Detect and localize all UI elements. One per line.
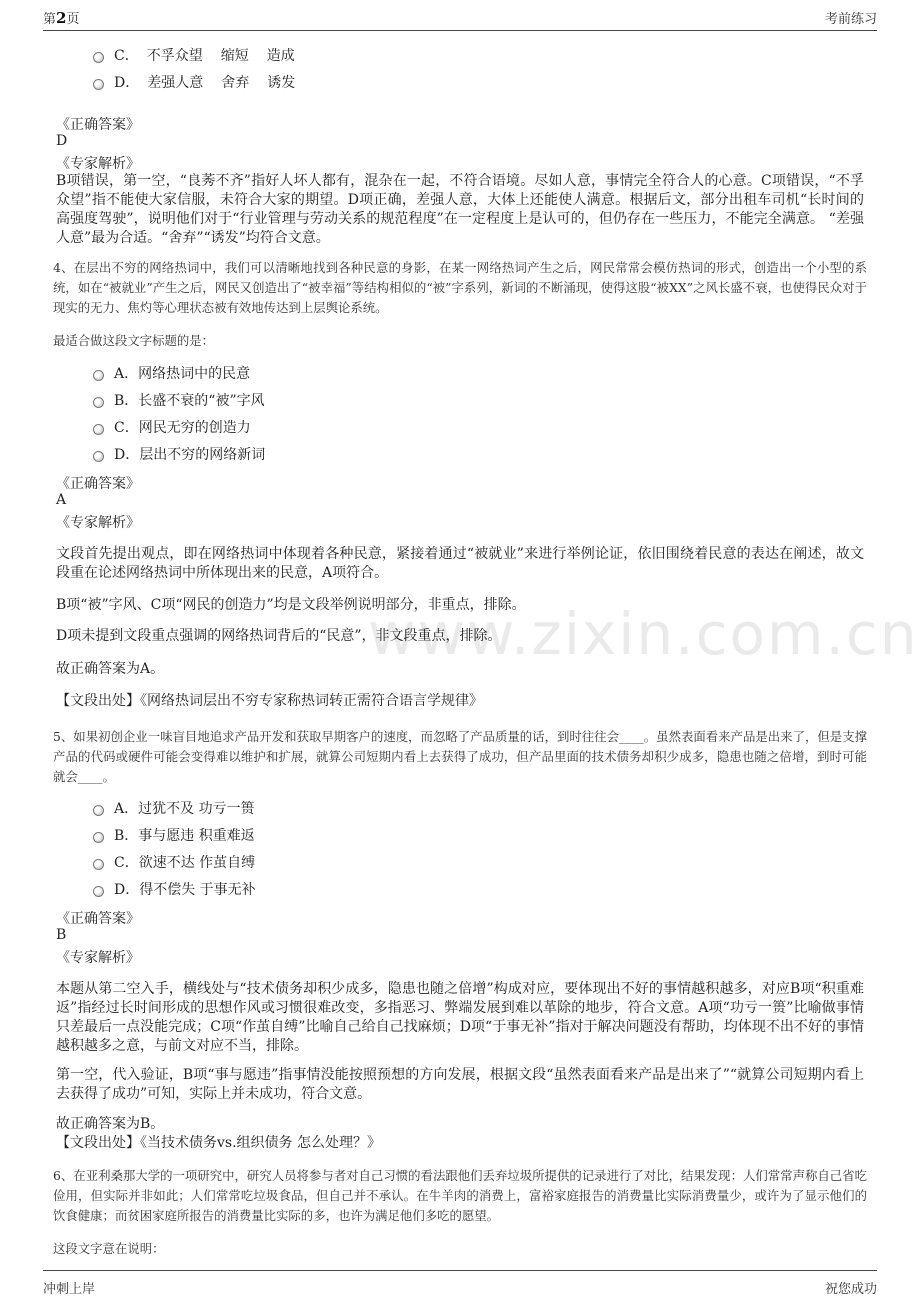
option-text: 网民无穷的创造力	[138, 420, 251, 436]
radio-icon[interactable]	[93, 451, 104, 462]
page-suffix: 页	[66, 12, 80, 27]
q4-answer-label: 《正确答案》	[56, 476, 140, 492]
radio-icon[interactable]	[93, 397, 104, 408]
option-text: 事与愿违 积重难返	[138, 828, 255, 844]
q4-option-b[interactable]	[93, 389, 265, 411]
option-text: 网络热词中的民意	[138, 366, 251, 382]
option-letter: A．	[114, 366, 139, 382]
option-letter: C．	[114, 48, 139, 64]
q4-option-c[interactable]	[93, 416, 251, 438]
radio-icon[interactable]	[93, 805, 104, 816]
option-word: 造成	[266, 48, 295, 64]
q5-option-b[interactable]	[93, 824, 255, 846]
option-word: 差强人意	[147, 75, 204, 91]
q4-prompt: 最适合做这段文字标题的是：	[53, 333, 215, 348]
option-word: 缩短	[220, 48, 249, 64]
option-text: 得不偿失 于事无补	[139, 882, 256, 898]
radio-icon[interactable]	[93, 859, 104, 870]
q4-analysis-paragraph: 故正确答案为A。	[56, 661, 165, 677]
q5-option-d[interactable]	[93, 878, 256, 900]
option-text: 欲速不达 作茧自缚	[138, 855, 256, 871]
q3-answer: D	[56, 133, 68, 149]
q4-stem: 4、在层出不穷的网络热词中，我们可以清晰地找到各种民意的身影，在某一网络热词产生之后，网民常常会模仿热词的形式，创造出一个小型的系统，如在“被就业”产生之后，网民又创造出了“被幸福”等结构相似的“被”字系列，新词的不断涌现，使得这股“被XX”之风长盛不衰，也使得民众对于现实的无力、焦灼等心理状态被有效地传达到上层舆论系统。	[53, 260, 867, 315]
radio-icon[interactable]	[93, 832, 104, 843]
header-title: 考前练习	[824, 12, 877, 27]
q5-analysis-paragraph: 第一空，代入验证，B项“事与愿违”指事情没能按照预想的方向发展，根据文段“虽然表面看来产品是出来了”“就算公司短期内看上去获得了成功”可知，实际上并未成功，符合文意。	[56, 1067, 864, 1102]
option-word: 舍弃	[221, 75, 250, 91]
q3-analysis-label: 《专家解析》	[56, 156, 140, 172]
q4-option-a[interactable]	[93, 362, 250, 384]
q3-option-c[interactable]	[93, 44, 295, 66]
option-letter: B．	[114, 828, 139, 844]
option-letter: D．	[114, 75, 140, 91]
option-text: 层出不穷的网络新词	[139, 447, 266, 463]
radio-icon[interactable]	[93, 79, 104, 90]
q6-stem: 6、在亚利桑那大学的一项研究中，研究人员将参与者对自己习惯的看法跟他们丢弃垃圾所提供的记录进行了对比，结果发现：人们常常声称自己省吃俭用，但实际并非如此；人们常常吃垃圾食品，但自己并不承认。在牛羊肉的消费上，富裕家庭报告的消费量比实际消费量少，或许为了显示他们的饮食健康；而贫困家庭所报告的消费量比实际的多，也许为满足他们多吃的愿望。	[53, 1168, 867, 1223]
watermark: www.zixin.com.cn	[368, 600, 919, 668]
footer-left: 冲刺上岸	[43, 1282, 96, 1297]
page-number	[43, 8, 79, 27]
radio-icon[interactable]	[93, 886, 104, 897]
q5-answer: B	[56, 927, 67, 943]
option-letter: D．	[114, 447, 140, 463]
radio-icon[interactable]	[93, 52, 104, 63]
q5-source: 【文段出处】《当技术债务vs.组织债务 怎么处理？》	[56, 1135, 381, 1151]
option-word: 诱发	[267, 75, 296, 91]
page-prefix: 第	[43, 12, 57, 27]
q4-analysis-label: 《专家解析》	[56, 515, 140, 531]
q5-analysis-paragraph: 故正确答案为B。	[56, 1116, 165, 1132]
option-text: 过犹不及 功亏一篑	[138, 801, 255, 817]
option-letter: C．	[114, 855, 139, 871]
option-word: 不孚众望	[146, 48, 203, 64]
q4-option-d[interactable]	[93, 443, 265, 465]
q5-analysis-paragraph: 本题从第二空入手，横线处与“技术债务却积少成多，隐患也随之倍增”构成对应，要体现出不好的事情越积越多，对应B项“积重难返”指经过长时间形成的思想作风或习惯很难改变，多指恶习、弊端发展到难以革除的地步，符合文意。A项“功亏一篑”比喻做事情只差最后一点没能完成；C项“作茧自缚”比喻自己给自己找麻烦；D项“于事无补”指对于解决问题没有帮助，均体现不出不好的事情越积越多之意，与前文对应不当，排除。	[56, 981, 864, 1054]
q6-prompt: 这段文字意在说明：	[53, 1241, 165, 1256]
q5-answer-label: 《正确答案》	[56, 911, 140, 927]
radio-icon[interactable]	[93, 370, 104, 381]
q4-analysis-paragraph: D项未提到文段重点强调的网络热词背后的“民意”，非文段重点，排除。	[56, 628, 502, 644]
q5-option-a[interactable]	[93, 797, 255, 819]
q3-option-d[interactable]	[93, 71, 295, 93]
option-letter: B．	[114, 393, 139, 409]
option-letter: D．	[114, 882, 140, 898]
q4-answer: A	[56, 492, 67, 508]
q5-option-c[interactable]	[93, 851, 255, 873]
q5-stem: 5、如果初创企业一味盲目地追求产品开发和获取早期客户的速度，而忽略了产品质量的话，到时往往会____。虽然表面看来产品是出来了，但是支撑产品的代码或硬件可能会变得难以维护和扩展，就算公司短期内看上去获得了成功，但产品里面的技术债务却积少成多，隐患也随之倍增，到时可能就会____。	[53, 729, 867, 784]
option-text: 长盛不衰的“被”字风	[138, 393, 265, 409]
footer-right: 祝您成功	[824, 1282, 877, 1297]
option-letter: A．	[114, 801, 139, 817]
q5-analysis-label: 《专家解析》	[56, 950, 140, 966]
page-header	[43, 8, 877, 31]
radio-icon[interactable]	[93, 424, 104, 435]
page-num: 2	[56, 9, 67, 27]
q3-analysis: B项错误，第一空，“良莠不齐”指好人坏人都有，混杂在一起，不符合语境。尽如人意，事情完全符合人的心意。C项错误，“不孚众望”指不能使大家信服，未符合大家的期望。D项正确，差强人意，大体上还能使人满意。根据后文，部分出租车司机“长时间的高强度驾驶”，说明他们对于“行业管理与劳动关系的规范程度”在一定程度上是认可的，但仍存在一些压力，不能完全满意。 “差强人意”最为合适。“舍弃”“诱发”均符合文意。	[56, 173, 864, 246]
option-letter: C．	[114, 420, 139, 436]
q4-source: 【文段出处】《网络热词层出不穷专家称热词转正需符合语言学规律》	[56, 693, 483, 709]
q4-analysis-paragraph: 文段首先提出观点，即在网络热词中体现着各种民意，紧接着通过“被就业”来进行举例论证，依旧围绕着民意的表达在阐述，故文段重在论述网络热词中所体现出来的民意，A项符合。	[56, 546, 864, 581]
q3-answer-label: 《正确答案》	[56, 117, 140, 133]
q4-analysis-paragraph: B项“被”字风、C项“网民的创造力”均是文段举例说明部分，非重点，排除。	[56, 597, 526, 613]
page-footer	[43, 1270, 877, 1297]
